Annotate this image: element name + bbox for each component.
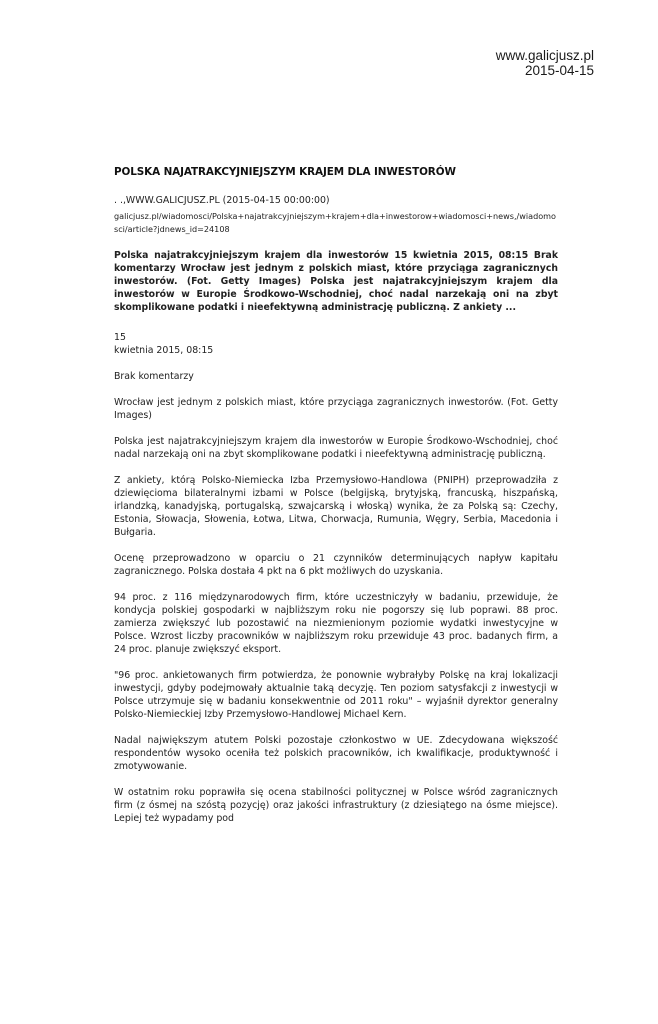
article-date — [114, 331, 558, 357]
paragraph: Nadal największym atutem Polski pozostaje członkostwo w UE. Zdecydowana większość respondentów wysoko oceniła też polskich pracowników, ich kwalifikacje, produktywność i zmotywowanie. — [114, 735, 558, 772]
article-title: POLSKA NAJATRAKCYJNIEJSZYM KRAJEM DLA INWESTORÓW — [114, 166, 456, 178]
paragraph: Polska jest najatrakcyjniejszym krajem dla inwestorów w Europie Środkowo-Wschodniej, choć nadal narzekają oni na zbyt skomplikowane podatki i nieefektywną administrację publiczną. — [114, 436, 558, 460]
paragraph: Z ankiety, którą Polsko-Niemiecka Izba Przemysłowo-Handlowa (PNIPH) przeprowadziła z dziewięcioma bilateralnymi izbami w Polsce (belgijską, brytyjską, francuską, hiszpańską, irlandzką, kanadyjską, portugalską, szwajcarską i włoską) wynika, że za Polską są: Czechy, Estonia, Słowacja, Słowenia, Łotwa, Litwa, Chorwacja, Rumunia, Węgry, Serbia, Macedonia i Bułgaria. — [114, 475, 558, 538]
article-date-day: 15 — [114, 332, 126, 343]
paragraph: Wrocław jest jednym z polskich miast, które przyciąga zagranicznych inwestorów. (Fot. Getty Images) — [114, 397, 558, 421]
paragraph: "96 proc. ankietowanych firm potwierdza, że ponownie wybrałyby Polskę na kraj lokalizacji inwestycji, gdyby podejmowały aktualnie taką decyzję. Ten poziom satysfakcji z inwestycji w Polsce utrzymuje się w badaniu konsekwentnie od 2011 roku" – wyjaśnił dyrektor generalny Polsko-Niemieckiej Izby Przemysłowo-Handlowej Michael Kern. — [114, 670, 558, 720]
comments-count: Brak komentarzy — [114, 371, 194, 382]
article-body — [114, 166, 558, 838]
article-date-time: kwietnia 2015, 08:15 — [114, 345, 214, 356]
paragraph: 94 proc. z 116 międzynarodowych firm, które uczestniczyły w badaniu, przewiduje, że kondycja polskiej gospodarki w najbliższym roku nie pogorszy się lub poprawi. 88 proc. zamierza zwiększyć lub pozostawić na niezmienionym poziomie wydatki inwestycyjne w Polsce. Wzrost liczby pracowników w najbliższym roku przewiduje 43 proc. badanych firm, a 24 proc. planuje zwiększyć eksport. — [114, 592, 558, 655]
header-date: 2015-04-15 — [524, 63, 594, 78]
source-url: galicjusz.pl/wiadomosci/Polska+najatrakcyjniejszym+krajem+dla+inwestorow+wiadomosci+news,/wiadomosci/article?jdnews_id=24108 — [114, 211, 556, 234]
article-lead: Polska najatrakcyjniejszym krajem dla inwestorów 15 kwietnia 2015, 08:15 Brak komentarzy Wrocław jest jednym z polskich miast, które przyciąga zagranicznych inwestorów. (Fot. Getty Images) Polska jest najatrakcyjniejszym krajem dla inwestorów w Europie Środkowo-Wschodniej, choć nadal narzekają oni na zbyt skomplikowane podatki i nieefektywną administrację publiczną. Z ankiety ... — [114, 250, 558, 313]
site-name: www.galicjusz.pl — [495, 48, 594, 63]
source-line: . .,WWW.GALICJUSZ.PL (2015-04-15 00:00:00) — [114, 195, 330, 206]
paragraph: Ocenę przeprowadzono w oparciu o 21 czynników determinujących napływ kapitału zagranicznego. Polska dostała 4 pkt na 6 pkt możliwych do uzyskania. — [114, 553, 558, 577]
page-header — [496, 48, 594, 78]
paragraph: W ostatnim roku poprawiła się ocena stabilności politycznej w Polsce wśród zagranicznych firm (z ósmej na szóstą pozycję) oraz jakości infrastruktury (z dziesiątego na ósme miejsce). Lepiej też wypadamy pod — [114, 787, 558, 824]
